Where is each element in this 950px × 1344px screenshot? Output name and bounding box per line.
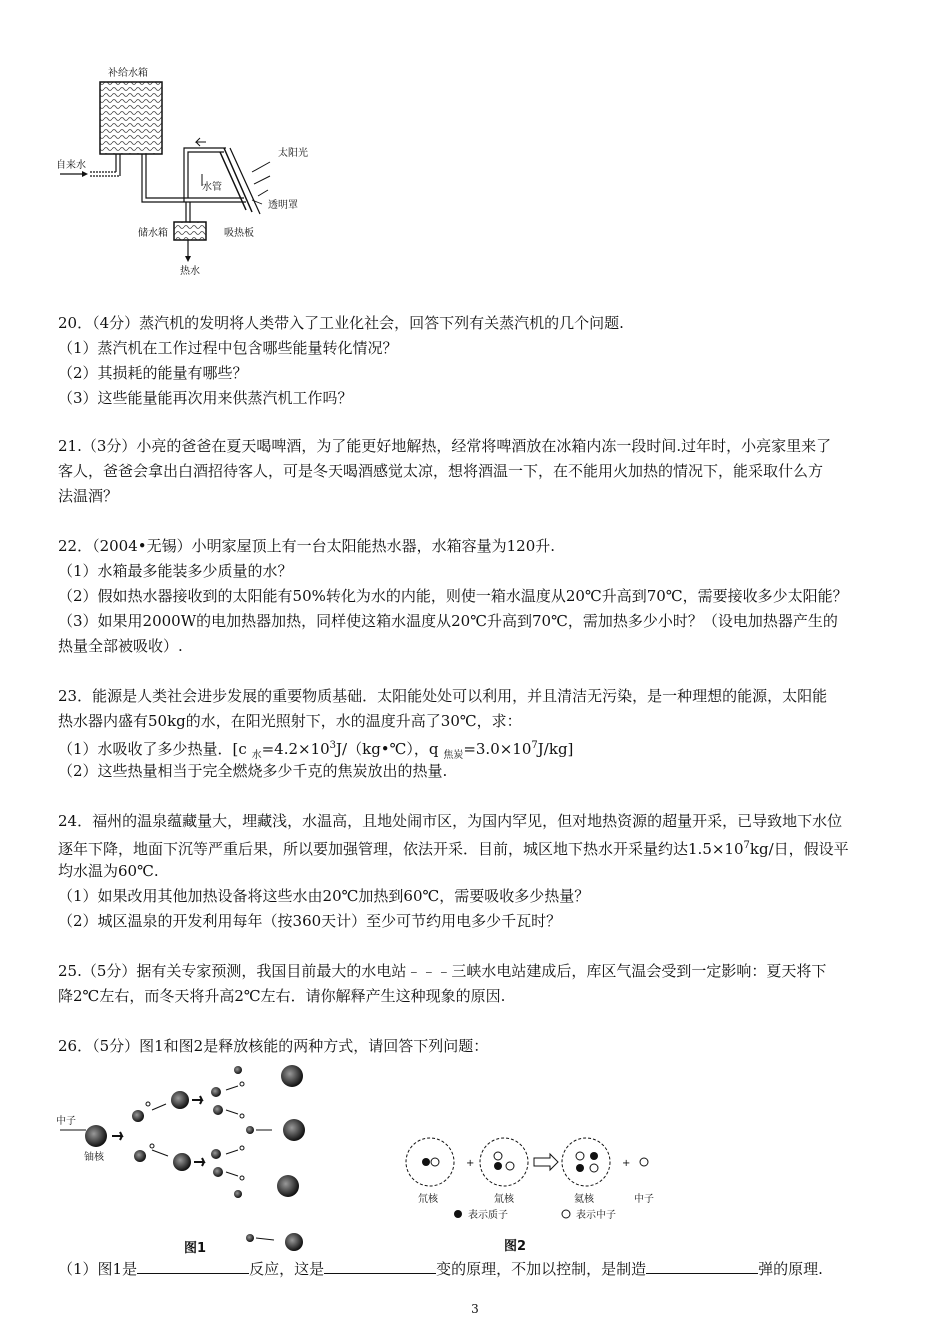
solar-water-heater-figure bbox=[56, 62, 326, 282]
page-number: 3 bbox=[471, 1302, 479, 1316]
label-storage-tank: 储水箱 bbox=[138, 228, 168, 239]
svg-text:+: + bbox=[622, 1158, 631, 1169]
q20-part2: （2）其损耗的能量有哪些？ bbox=[58, 364, 248, 382]
q24-part2: （2）城区温泉的开发利用每年（按360天计）至少可节约用电多少千瓦时？ bbox=[58, 912, 562, 930]
q23-line2: 热水器内盛有50kg的水，在阳光照射下，水的温度升高了30℃，求： bbox=[58, 712, 522, 730]
q23-line1: 23．能源是人类社会进步发展的重要物质基础．太阳能处处可以利用，并且清洁无污染，是一种理想的能源，太阳能 bbox=[58, 687, 828, 705]
label-absorber-plate: 吸热板 bbox=[224, 228, 254, 239]
fig2-caption: 图2 bbox=[504, 1239, 527, 1254]
fig2-label-helium: 氦核 bbox=[574, 1194, 594, 1205]
label-hot-water: 热水 bbox=[180, 266, 200, 277]
q21-line3: 法温酒？ bbox=[58, 487, 119, 505]
fig2-label-neutron: 中子 bbox=[634, 1194, 654, 1205]
q20-part3: （3）这些能量能再次用来供蒸汽机工作吗？ bbox=[58, 389, 353, 407]
fig1-caption: 图1 bbox=[184, 1241, 207, 1256]
storage-tank bbox=[174, 222, 206, 240]
q22-part1: （1）水箱最多能装多少质量的水？ bbox=[58, 562, 293, 580]
q25-line2: 降2℃左右，而冬天将升高2℃左右．请你解释产生这种现象的原因. bbox=[58, 987, 506, 1005]
q22-part2: （2）假如热水器接收到的太阳能有50%转化为水的内能，则使一箱水温度从20℃升高到70℃，需要接收多少太阳能？ bbox=[58, 587, 848, 605]
fig2-legend-neutron: 表示中子 bbox=[576, 1210, 616, 1221]
q25-line1: 25.（5分）据有关专家预测，我国目前最大的水电站﹣﹣﹣三峡水电站建成后，库区气温会受到一定影响：夏天将下 bbox=[58, 962, 827, 980]
q21-line1: 21.（3分）小亮的爸爸在夏天喝啤酒，为了能更好地解热，经常将啤酒放在冰箱内冻一段时间.过年时，小亮家里来了 bbox=[58, 437, 832, 455]
uranium-nucleus bbox=[85, 1125, 107, 1147]
fig1-label-neutron: 中子 bbox=[56, 1116, 76, 1127]
q26-stem: 26．（5分）图1和图2是释放核能的两种方式，请回答下列问题： bbox=[58, 1037, 489, 1055]
label-water-pipe: 水管 bbox=[202, 182, 222, 193]
fig1-label-uranium: 铀核 bbox=[84, 1152, 104, 1163]
fig2-label-deuterium: 氘核 bbox=[418, 1194, 438, 1205]
q21-line2: 客人，爸爸会拿出白酒招待客人，可是冬天喝酒感觉太凉，想将酒温一下，在不能用火加热的情况下，能采取什么方 bbox=[58, 462, 824, 480]
fusion-figure bbox=[400, 1130, 670, 1255]
answer-blank-1[interactable] bbox=[137, 1259, 249, 1274]
q20-part1: （1）蒸汽机在工作过程中包含哪些能量转化情况？ bbox=[58, 339, 398, 357]
svg-text:+: + bbox=[466, 1158, 475, 1169]
q26-part1: （1）图1是 反应，这是 变的原理，不加以控制，是制造 弹的原理. bbox=[58, 1260, 823, 1278]
q22-part3-line2: 热量全部被吸收）. bbox=[58, 637, 183, 655]
fig2-legend-proton: 表示质子 bbox=[468, 1210, 508, 1221]
q24-line1: 24．福州的温泉蕴藏量大，埋藏浅，水温高，且地处闹市区，为国内罕见，但对地热资源的超量开采，已导致地下水位 bbox=[58, 812, 843, 830]
supply-tank bbox=[100, 82, 162, 154]
label-transparent-cover: 透明罩 bbox=[268, 200, 298, 211]
answer-blank-2[interactable] bbox=[324, 1259, 436, 1274]
q20-stem: 20．（4分）蒸汽机的发明将人类带入了工业化社会，回答下列有关蒸汽机的几个问题. bbox=[58, 314, 624, 332]
label-supply-tank: 补给水箱 bbox=[108, 68, 148, 79]
answer-blank-3[interactable] bbox=[646, 1259, 758, 1274]
q23-part1: （1）水吸收了多少热量．[c $_水=4.2\times 10^3J/(kg•℃)$，q $_{焦炭}=3.0\times 10^7J/kg$] bbox=[58, 740, 574, 761]
label-tap-water: 自来水 bbox=[56, 160, 86, 171]
q23-part2: （2）这些热量相当于完全燃烧多少千克的焦炭放出的热量. bbox=[58, 762, 448, 780]
fission-figure bbox=[56, 1060, 326, 1260]
q24-line3: 均水温为60℃. bbox=[58, 862, 159, 880]
q22-stem: 22．（2004•无锡）小明家屋顶上有一台太阳能热水器，水箱容量为120升. bbox=[58, 537, 556, 555]
fig2-label-tritium: 氚核 bbox=[494, 1194, 514, 1205]
q24-part1: （1）如果改用其他加热设备将这些水由20℃加热到60℃，需要吸收多少热量？ bbox=[58, 887, 590, 905]
q22-part3-line1: （3）如果用2000W的电加热器加热，同样使这箱水温度从20℃升高到70℃，需加热多少小时？（设电加热器产生的 bbox=[58, 612, 838, 630]
q24-line2: 逐年下降，地面下沉等严重后果，所以要加强管理，依法开采．目前，城区地下热水开采量约达$1.5\times 10^7kg/$日，假设平 bbox=[58, 840, 849, 858]
label-sunlight: 太阳光 bbox=[278, 148, 308, 159]
